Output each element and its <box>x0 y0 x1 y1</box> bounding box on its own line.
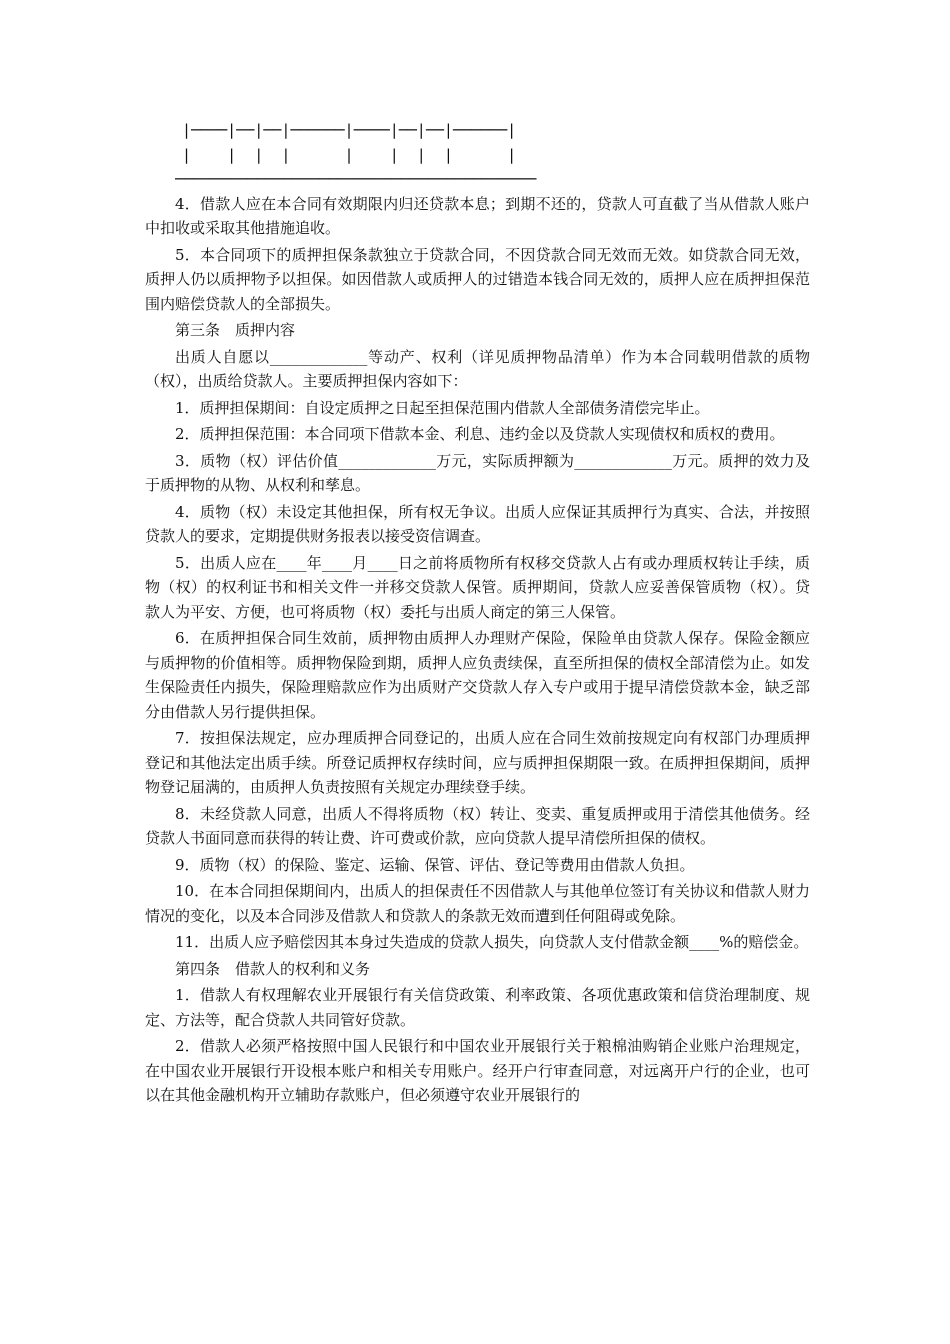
paragraph: 4．质物（权）未设定其他担保，所有权无争议。出质人应保证其质押行为真实、合法，并按照贷款人的要求，定期提供财务报表以接受资信调查。 <box>145 502 810 545</box>
paragraph: 8．未经贷款人同意，出质人不得将质物（权）转让、变卖、重复质押或用于清偿其他债务。经贷款人书面同意而获得的转让费、许可费或价款，应向贷款人提早清偿所担保的债权。 <box>145 804 810 847</box>
paragraph: 2．质押担保范围：本合同项下借款本金、利息、违约金以及贷款人实现债权和质权的费用。 <box>175 425 785 443</box>
paragraph: 9．质物（权）的保险、鉴定、运输、保管、评估、登记等费用由借款人负担。 <box>175 855 695 874</box>
paragraph: 10．在本合同担保期间内，出质人的担保责任不因借款人与其他单位签订有关协议和借款人财力情况的变化，以及本合同涉及借款人和贷款人的条款无效而遭到任何阻碍或免除。 <box>145 882 810 925</box>
paragraph: 5．出质人应在____年____月____日之前将质物所有权移交贷款人占有或办理质权转让手续，质物（权）的权利证书和相关文件一并移交贷款人保管。质押期间，贷款人应妥善保管质物（权）。贷款人为平安、方便，也可将质物（权）委托与出质人商定的第三人保管。 <box>145 553 810 621</box>
document-page <box>145 118 810 1110</box>
paragraph: 5．本合同项下的质押担保条款独立于贷款合同，不因贷款合同无效而无效。如贷款合同无效，质押人仍以质押物予以担保。如因借款人或质押人的过错造本钱合同无效的，质押人应在质押担保范围内赔偿贷款人的全部损失。 <box>145 245 810 313</box>
paragraph: 7．按担保法规定，应办理质押合同登记的，出质人应在合同生效前按规定向有权部门办理质押登记和其他法定出质手续。所登记质押权存续时间，应与质押担保期限一致。在质押担保期间，质押物登记届满的，由质押人负责按照有关规定办理续登手续。 <box>145 729 810 796</box>
section-heading: 第三条 质押内容 <box>175 321 296 339</box>
section-heading: 第四条 借款人的权利和义务 <box>175 959 371 978</box>
paragraph: 1．借款人有权理解农业开展银行有关信贷政策、利率政策、各项优惠政策和信贷治理制度、规定、方法等，配合贷款人共同管好贷款。 <box>145 986 810 1029</box>
paragraph: 2．借款人必须严格按照中国人民银行和中国农业开展银行关于粮棉油购销企业账户治理规定，在中国农业开展银行开设根本账户和相关专用账户。经开户行审查同意，对远离开户行的企业，也可以在其他金融机构开立辅助存款账户，但必须遵守农业开展银行的 <box>145 1037 810 1104</box>
paragraph: 4．借款人应在本合同有效期限内归还贷款本息；到期不还的，贷款人可直截了当从借款人账户中扣收或采取其他措施追收。 <box>145 194 810 237</box>
paragraph: 出质人自愿以_____________等动产、权利（详见质押物品清单）作为本合同载明借款的质物（权），出质给贷款人。主要质押担保内容如下： <box>145 347 810 390</box>
table-bottom-rule: ──────────────────────────────────────── <box>175 170 537 188</box>
table-empty-row: | | | | | | | | | <box>182 145 517 164</box>
paragraph: 11．出质人应予赔偿因其本身过失造成的贷款人损失，向贷款人支付借款金额____%的赔偿金。 <box>175 933 809 951</box>
paragraph: 1．质押担保期间：自设定质押之日起至担保范围内借款人全部债务清偿完毕止。 <box>175 398 710 417</box>
paragraph: 6．在质押担保合同生效前，质押物由质押人办理财产保险，保险单由贷款人保存。保险金额应与质押物的价值相等。质押物保险到期，质押人应负责续保，直至所担保的债权全部清偿为止。如发生保险责任内损失，保险理赔款应作为出质财产交贷款人存入专户或用于提早清偿贷款本金，缺乏部分由借款人另行提供担保。 <box>145 629 810 721</box>
paragraph: 3．质物（权）评估价值_____________万元，实际质押额为_____________万元。质押的效力及于质押物的从物、从权利和孳息。 <box>145 451 810 494</box>
table-border-line: |────|──|──|──────|────|──|──|──────| <box>182 121 517 139</box>
